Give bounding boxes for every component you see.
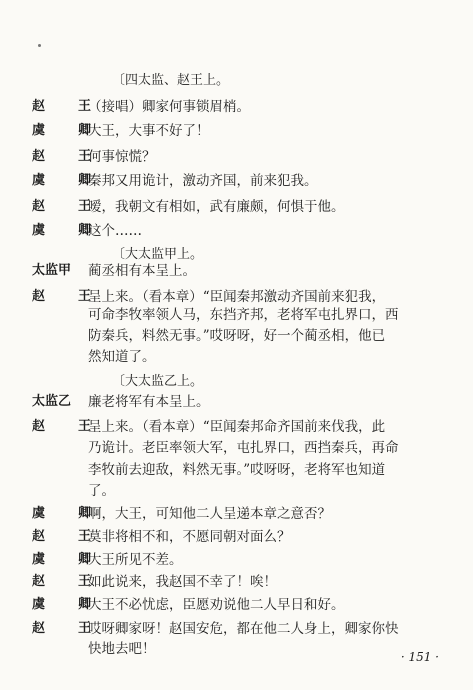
dialog-text: 快地去吧！: [88, 641, 156, 657]
stage-direction-text: 〔大太监乙上。: [112, 374, 204, 389]
speaker-name: 赵 王: [32, 621, 102, 636]
speaker-name: 虞 卿: [32, 173, 102, 188]
dialog-text: 莫非将相不和，不愿同朝对面么？: [88, 529, 291, 545]
dialog-text: 呈上来。（看本章）“臣闻秦邦激动齐国前来犯我，: [88, 289, 386, 305]
dialog-text: 哎呀卿家呀！赵国安危，都在他二人身上，卿家你快: [88, 621, 399, 637]
stage-direction-text: 〔大太监甲上。: [112, 247, 204, 262]
dialog-line: [0, 260, 473, 282]
dialog-line: [0, 170, 473, 192]
dialog-line: [0, 526, 473, 548]
speaker-name: 赵 王: [32, 419, 102, 434]
dialog-text: 何事惊慌？: [88, 149, 156, 165]
speaker-name: 虞 卿: [32, 223, 102, 238]
dialog-line: [0, 416, 473, 438]
dialog-continuation: [0, 304, 473, 326]
dialog-text: （接唱）卿家何事锁眉梢。: [88, 99, 250, 115]
dialog-line: [0, 618, 473, 640]
speaker-name: 赵 王: [32, 574, 102, 589]
dialog-continuation: [0, 325, 473, 347]
dialog-line: [0, 120, 473, 142]
dialog-text: 乃诡计。老臣率领大军，屯扎界口，西挡秦兵，再命: [88, 440, 399, 456]
dialog-text: 呈上来。（看本章）“臣闻秦邦命齐国前来伐我，此: [88, 419, 386, 435]
dialog-text: 啊，大王，可知他二人呈递本章之意否？: [88, 506, 331, 522]
dialog-text: 这个……: [88, 223, 142, 239]
dialog-text: 了。: [88, 483, 115, 499]
dialog-continuation: [0, 437, 473, 459]
dialog-text: 可命李牧率领人马，东挡齐邦，老将军屯扎界口，西: [88, 307, 399, 323]
dialog-text: 秦邦又用诡计，激动齐国，前来犯我。: [88, 173, 318, 189]
speaker-name: 赵 王: [32, 199, 102, 214]
speaker-name: 虞 卿: [32, 506, 102, 521]
dialog-text: 大王所见不差。: [88, 552, 183, 568]
stage-direction-text: 〔四太监、赵王上。: [112, 73, 230, 88]
speaker-name: 虞 卿: [32, 552, 102, 567]
dialog-line: [0, 594, 473, 616]
speaker-name: 虞 卿: [32, 597, 102, 612]
speaker-name: 太监乙: [32, 394, 72, 409]
dialog-text: 李牧前去迎敌，料然无事。”哎呀呀，老将军也知道: [88, 462, 386, 478]
print-speck: [38, 44, 41, 47]
dialog-line: [0, 571, 473, 593]
dialog-line: [0, 549, 473, 571]
speaker-name: 赵 王: [32, 289, 102, 304]
dialog-line: [0, 96, 473, 118]
dialog-line: [0, 146, 473, 168]
dialog-text: 廉老将军有本呈上。: [88, 394, 210, 410]
dialog-continuation: [0, 459, 473, 481]
dialog-text: 大王，大事不好了！: [88, 123, 210, 139]
page-number: · 151 ·: [400, 650, 439, 664]
dialog-line: [0, 220, 473, 242]
speaker-name: 虞 卿: [32, 123, 102, 138]
dialog-text: 大王不必忧虑，臣愿劝说他二人早日和好。: [88, 597, 345, 613]
dialog-continuation: [0, 346, 473, 368]
speaker-name: 赵 王: [32, 529, 102, 544]
dialog-continuation: [0, 480, 473, 502]
dialog-text: 如此说来，我赵国不幸了！唉！: [88, 574, 277, 590]
dialog-text: 嗳，我朝文有相如，武有廉颇，何惧于他。: [88, 199, 345, 215]
dialog-text: 防秦兵，料然无事。”哎呀呀，好一个蔺丞相，他已: [88, 328, 386, 344]
dialog-line: [0, 391, 473, 413]
dialog-line: [0, 196, 473, 218]
stage-direction: [0, 371, 473, 393]
stage-direction: [0, 70, 473, 92]
speaker-name: 太监甲: [32, 263, 72, 278]
dialog-text: 然知道了。: [88, 349, 156, 365]
speaker-name: 赵 王: [32, 99, 102, 114]
dialog-line: [0, 503, 473, 525]
speaker-name: 赵 王: [32, 149, 102, 164]
dialog-text: 蔺丞相有本呈上。: [88, 263, 196, 279]
